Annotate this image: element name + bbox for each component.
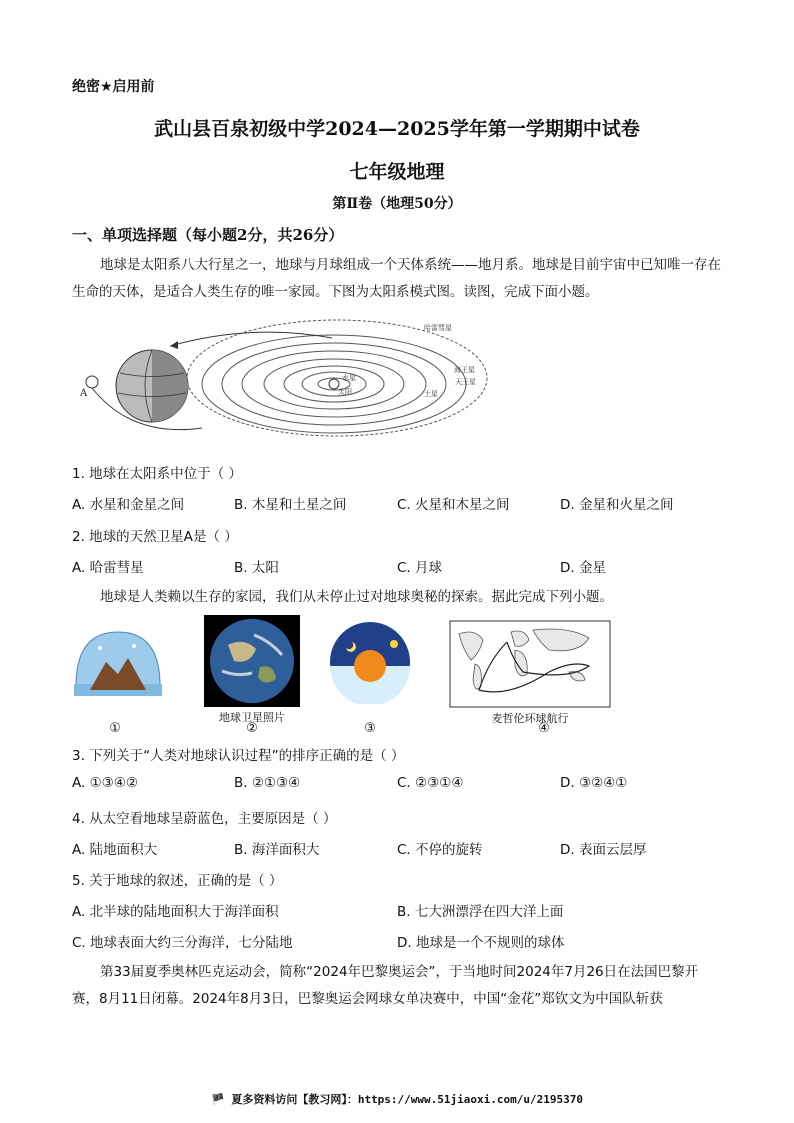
solar-system-diagram <box>72 318 492 450</box>
q3-option-b[interactable]: B. ②①③④ <box>234 775 301 791</box>
q4-option-d[interactable]: D. 表面云层厚 <box>560 842 647 858</box>
earth-satellite-photo <box>204 615 300 707</box>
label-a: A <box>80 388 88 399</box>
q3-option-a[interactable]: A. ①③④② <box>72 775 138 791</box>
section-intro: 地球是太阳系八大行星之一，地球与月球组成一个天体系统——地月系。地球是目前宇宙中已知唯一存在生命的天体，是适合人类生存的唯一家园。下图为太阳系模式图。读图，完成下面小题。 <box>72 257 721 300</box>
sun-horizon-illustration <box>328 620 412 704</box>
figure-caption-4: 麦哲伦环球航行 <box>491 712 569 725</box>
intro-2: 地球是人类赖以生存的家园，我们从未停止过对地球奥秘的探索。据此完成下列小题。 <box>100 589 613 605</box>
question-3-stem: 3. 下列关于“人类对地球认识过程”的排序正确的是（ ） <box>72 748 405 764</box>
question-2-stem: 2. 地球的天然卫星A是（ ） <box>72 529 238 545</box>
label-neptune: 海王星 <box>454 366 475 374</box>
label-saturn: 土星 <box>424 390 438 398</box>
q5-option-c[interactable]: C. 地球表面大约三分海洋，七分陆地 <box>72 935 293 951</box>
label-sun: 太阳 <box>338 388 352 396</box>
question-1-stem: 1. 地球在太阳系中位于（ ） <box>72 466 242 482</box>
q4-option-c[interactable]: C. 不停的旋转 <box>397 842 483 858</box>
figure-num-3: ③ <box>364 721 376 736</box>
q2-option-d[interactable]: D. 金星 <box>560 560 606 576</box>
footer-link[interactable]: 🏴 夏多资料访问【教习网】：https://www.51jiaoxi.com/u/2195370 <box>211 1093 583 1106</box>
q4-option-a[interactable]: A. 陆地面积大 <box>72 842 158 858</box>
confidential-mark: 绝密★启用前 <box>72 79 155 95</box>
q2-option-b[interactable]: B. 太阳 <box>234 560 279 576</box>
q1-option-b[interactable]: B. 木星和土星之间 <box>234 497 347 513</box>
q2-option-a[interactable]: A. 哈雷彗星 <box>72 560 144 576</box>
q5-option-b[interactable]: B. 七大洲漂浮在四大洋上面 <box>397 904 564 920</box>
figure-caption-2: 地球卫星照片 <box>219 711 285 724</box>
q4-option-b[interactable]: B. 海洋面积大 <box>234 842 320 858</box>
section-heading: 一、单项选择题（每小题2分，共26分） <box>72 226 344 244</box>
q1-option-d[interactable]: D. 金星和火星之间 <box>560 497 674 513</box>
figure-num-4: ④ <box>538 721 550 736</box>
figure-num-1: ① <box>109 721 121 736</box>
q3-option-d[interactable]: D. ③②④① <box>560 775 628 791</box>
q5-option-a[interactable]: A. 北半球的陆地面积大于海洋面积 <box>72 904 279 920</box>
figure-num-2: ② <box>246 721 258 736</box>
ancient-heaven-earth-illustration <box>70 628 165 706</box>
moon-icon <box>86 376 98 388</box>
label-comet: 哈雷彗星 <box>424 324 452 332</box>
exam-subtitle: 七年级地理 <box>349 161 445 183</box>
magellan-voyage-map <box>449 620 611 708</box>
q1-option-a[interactable]: A. 水星和金星之间 <box>72 497 185 513</box>
q3-option-c[interactable]: C. ②③①④ <box>397 775 464 791</box>
q5-option-d[interactable]: D. 地球是一个不规则的球体 <box>397 935 565 951</box>
exam-title: 武山县百泉初级中学2024—2025学年第一学期期中试卷 <box>154 118 640 140</box>
q2-option-c[interactable]: C. 月球 <box>397 560 443 576</box>
label-uranus: 天王星 <box>455 378 476 386</box>
question-5-stem: 5. 关于地球的叙述，正确的是（ ） <box>72 873 283 889</box>
q1-option-c[interactable]: C. 火星和木星之间 <box>397 497 510 513</box>
exam-part: 第Ⅱ卷（地理50分） <box>332 196 462 212</box>
question-4-stem: 4. 从太空看地球呈蔚蓝色，主要原因是（ ） <box>72 811 337 827</box>
label-mercury: 水星 <box>342 374 356 382</box>
intro-3: 第33届夏季奥林匹克运动会，简称“2024年巴黎奥运会”，于当地时间2024年7月26日在法国巴黎开赛，8月11日闭幕。2024年8月3日，巴黎奥运会网球女单决赛中，中国“金花”郑钦文为中国队斩获 <box>72 964 699 1007</box>
